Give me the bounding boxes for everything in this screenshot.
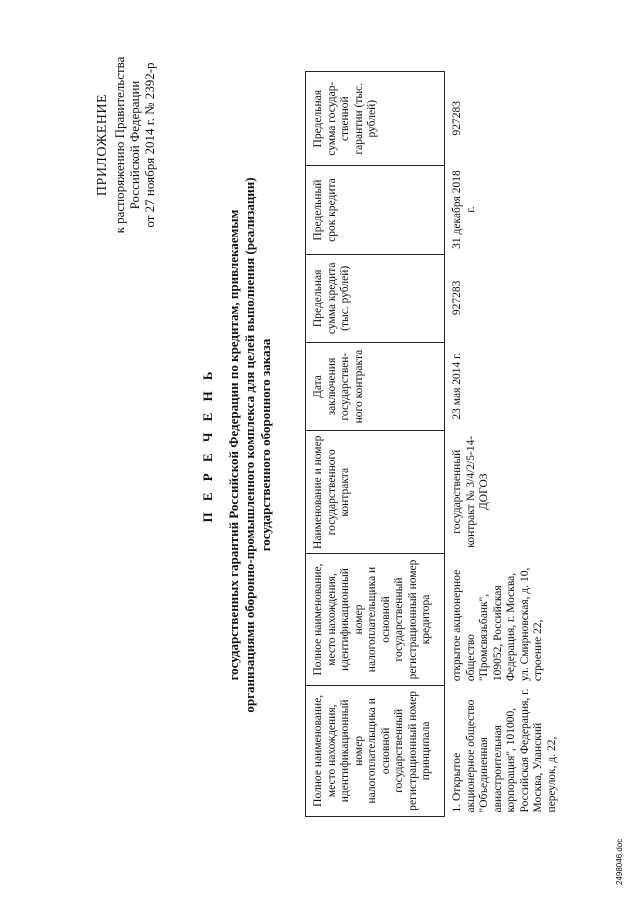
appendix-line-1: к распоряжению Правительства xyxy=(112,56,127,234)
header-credit-term: Предельный срок кредита xyxy=(306,166,445,254)
heading-title: П Е Р Е Ч Е Н Ь xyxy=(200,367,215,523)
file-reference: 2498046.doc xyxy=(615,838,624,885)
header-contract: Наименование и номер государственного контракта xyxy=(306,431,445,554)
appendix-block xyxy=(95,35,157,255)
cell-credit-term: 31 декабря 2018 г. xyxy=(451,170,477,249)
header-creditor: Полное наименование, место нахождения, идентификационный номер налогоплательщика и основной государственный регистрационный номер кредитора xyxy=(306,554,445,685)
appendix-title: ПРИЛОЖЕНИЕ xyxy=(95,93,110,197)
table-header-row xyxy=(306,72,445,817)
heading-line-3: государственного оборонного заказа xyxy=(258,338,273,552)
table-row xyxy=(445,72,560,817)
header-principal: Полное наименование, место нахождения, идентификационный номер налогоплательщика и основной государственный регистрационный номер принципала xyxy=(306,685,445,816)
guarantees-table xyxy=(305,71,559,817)
header-guarantee-amount: Предельная сумма государ-ственной гарантии (тыс. рублей) xyxy=(306,72,445,166)
cell-principal: 1. Открытое акционерное общество "Объединенная авиастроительная корпорация", 101000, Российская Федерация, г. Москва, Уланский переулок, д. 22, xyxy=(451,688,558,813)
document-heading xyxy=(200,85,274,805)
header-credit-amount: Предельная сумма кредита (тыс. рублей) xyxy=(306,254,445,342)
appendix-line-3: от 27 ноября 2014 г. № 2392-р xyxy=(142,62,157,228)
cell-contract: государственный контракт № 3/4/2/5-14-ДОГОЗ xyxy=(451,435,490,548)
cell-contract-date: 23 мая 2014 г. xyxy=(451,352,463,420)
cell-creditor: открытое акционерное общество "Промсвязьбанк", 109052, Российская Федерация, г. Москва, ул. Смирновская, д. 10, строение 22, xyxy=(451,567,544,682)
header-contract-date: Дата заключения государствен-ного контракта xyxy=(306,342,445,430)
heading-line-2: организациями оборонно-промышленного комплекса для целей выполнения (реализации) xyxy=(242,177,257,713)
heading-line-1: государственных гарантий Российской Федерации по кредитам, привлекаемым xyxy=(226,209,241,681)
appendix-line-2: Российской Федерации xyxy=(127,80,142,210)
cell-guarantee-amount: 927283 xyxy=(451,100,463,136)
cell-credit-amount: 927283 xyxy=(451,280,463,316)
